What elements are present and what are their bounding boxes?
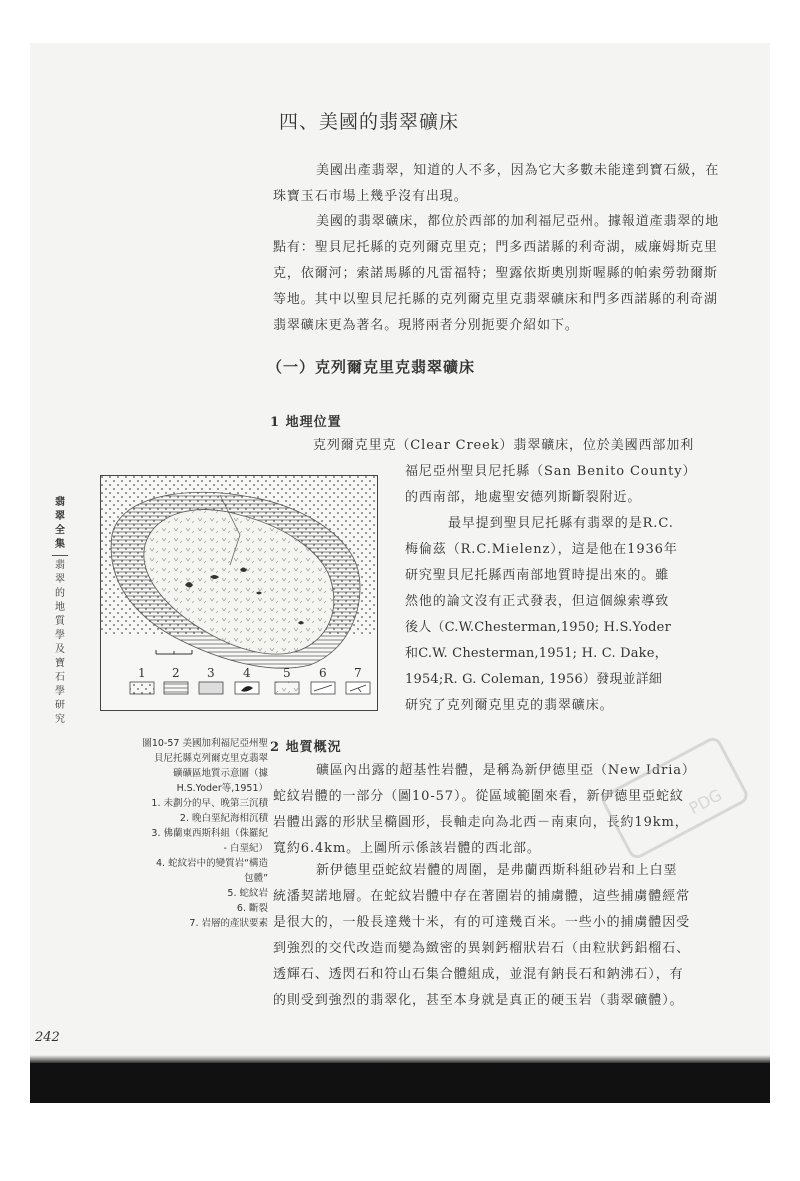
legend-swatch-5 bbox=[275, 682, 299, 694]
text-line: 梅倫茲（R.C.Mielenz），這是他在1936年 bbox=[405, 542, 678, 557]
side-tab-divider bbox=[52, 555, 68, 556]
legend-number: 2 bbox=[172, 666, 180, 680]
text-line: 和C.W. Chesterman,1951; H. C. Dake， bbox=[405, 646, 668, 661]
legend-number: 3 bbox=[207, 666, 215, 680]
caption-legend-item: 4. 蛇紋岩中的變質岩“構造 bbox=[155, 858, 268, 869]
caption-legend-item: 3. 佛蘭東西斯科組（侏羅紀 bbox=[151, 828, 268, 839]
text-line: 然他的論文沒有正式發表，但這個線索導致 bbox=[405, 594, 670, 609]
text-line: 研究了克列爾克里克的翡翠礦床。 bbox=[405, 698, 614, 713]
geology-paragraph-2 bbox=[273, 858, 721, 1014]
text-line: 到強烈的交代改造而變為緻密的異剝鈣榴狀岩石（由粒狀鈣鋁榴石、 bbox=[273, 941, 691, 956]
intro-paragraph: 美國出產翡翠，知道的人不多，因為它大多數未能達到寶石級，在珠寶玉石市場上幾乎沒有出現。 bbox=[273, 163, 720, 204]
legend-number: 7 bbox=[354, 666, 362, 680]
caption-legend-item: 7. 岩層的產狀要素 bbox=[189, 918, 268, 929]
text-line: 是很大的，一般長達幾十米，有的可達幾百米。一些小的捕虜體因受 bbox=[273, 915, 691, 930]
geologic-map bbox=[100, 475, 378, 711]
figure-caption bbox=[84, 736, 268, 931]
geologic-map-figure bbox=[100, 475, 378, 711]
location-heading: 1 地理位置 bbox=[270, 415, 342, 430]
legend-swatch-3 bbox=[199, 682, 223, 694]
text-line: 的西南部，地處聖安德列斯斷裂附近。 bbox=[405, 490, 642, 505]
legend-number: 1 bbox=[138, 666, 146, 680]
distribution-paragraph: 美國的翡翠礦床，都位於西部的加利福尼亞州。據報道產翡翠的地點有：聖貝尼托縣的克列爾克里克；門多西諾縣的利奇湖，威廉姆斯克里克，依爾河；索諾馬縣的凡雷福特；聖露依斯奧別斯喔縣的帕索勞勃爾斯等地。其中以聖貝尼托縣的克列爾克里克翡翠礦床和門多西諾縣的利奇湖翡翠礦床更為著名。現將兩者分別扼要介紹如下。 bbox=[273, 214, 720, 333]
text-line: 後人（C.W.Chesterman,1950; H.S.Yoder bbox=[405, 620, 671, 635]
scan-bottom-edge bbox=[30, 1061, 770, 1103]
subsection-title: （一）克列爾克里克翡翠礦床 bbox=[267, 358, 476, 376]
text-line: 統潘契諾地層。在蛇紋岩體中存在著圍岩的捕虜體，這些捕虜體經常 bbox=[273, 889, 691, 904]
caption-title-line: 礦礦區地質示意圖（據 bbox=[172, 768, 268, 779]
caption-title-line: 貝尼托縣克列爾克里克翡翠 bbox=[153, 753, 268, 764]
caption-title-line: 圖10-57 美國加利福尼亞州聖 bbox=[142, 738, 268, 749]
text-line: 新伊德里亞蛇紋岩體的周圍，是弗蘭西斯科組砂岩和上白堊 bbox=[316, 863, 678, 878]
text-line: 的則受到強烈的翡翠化，甚至本身就是真正的硬玉岩（翡翠礦體）。 bbox=[273, 993, 684, 1008]
legend-number: 6 bbox=[319, 666, 327, 680]
page-number: 242 bbox=[35, 1030, 60, 1045]
caption-legend-item: 1. 未劃分的早、晚第三沉積 bbox=[151, 798, 268, 809]
book-page bbox=[30, 43, 770, 1103]
legend-number: 4 bbox=[243, 666, 251, 680]
text-line: 礦區內出露的超基性岩體，是稱為新伊德里亞（New Idria） bbox=[316, 763, 696, 778]
text-line: 透輝石、透閃石和符山石集合體組成，並混有鈉長石和鈉沸石），有 bbox=[273, 967, 684, 982]
watermark-text: PDG bbox=[685, 785, 726, 819]
caption-title-line: H.S.Yoder等,1951） bbox=[176, 783, 268, 794]
text-line: 最早提到聖貝尼托縣有翡翠的是R.C. bbox=[448, 516, 674, 531]
legend-swatch-2 bbox=[164, 682, 188, 694]
caption-legend-item: 包體” bbox=[244, 873, 268, 884]
caption-legend-item: 2. 晚白堊紀海相沉積 bbox=[179, 813, 268, 824]
legend-swatches bbox=[130, 682, 370, 694]
caption-legend-item: 6. 斷裂 bbox=[236, 903, 268, 914]
text-line: 福尼亞州聖貝尼托縣（San Benito County） bbox=[405, 464, 697, 479]
text-line: 岩體出露的形狀呈橢圓形，長軸走向為北西－南東向，長約19km， bbox=[273, 815, 689, 830]
legend-swatch-1 bbox=[130, 682, 154, 694]
text-line: 寬約6.4km。上圖所示係該岩體的西北部。 bbox=[273, 841, 541, 856]
text-line: 蛇紋岩體的一部分（圖10-57）。從區域範圍來看，新伊德里亞蛇紋 bbox=[273, 789, 684, 804]
side-tab-subtitle: 翡 翠 的 地 質 學 及 寶 石 學 研 究 bbox=[55, 560, 65, 725]
side-tab-title: 翡 翠 全 集 bbox=[55, 497, 65, 550]
side-tab bbox=[50, 496, 70, 727]
section-title: 四、美國的翡翠礦床 bbox=[279, 111, 460, 133]
geology-heading: 2 地質概況 bbox=[270, 740, 342, 755]
caption-legend-item: - 白堊紀） bbox=[223, 843, 268, 854]
text-line: 研究聖貝尼托縣西南部地質時提出來的。雖 bbox=[405, 568, 670, 583]
legend-number: 5 bbox=[283, 666, 291, 680]
text-line: 克列爾克里克（Clear Creek）翡翠礦床，位於美國西部加利 bbox=[313, 438, 695, 453]
caption-legend-item: 5. 蛇紋岩 bbox=[227, 888, 268, 899]
text-line: 1954;R. G. Coleman, 1956）發現並詳細 bbox=[405, 672, 663, 687]
